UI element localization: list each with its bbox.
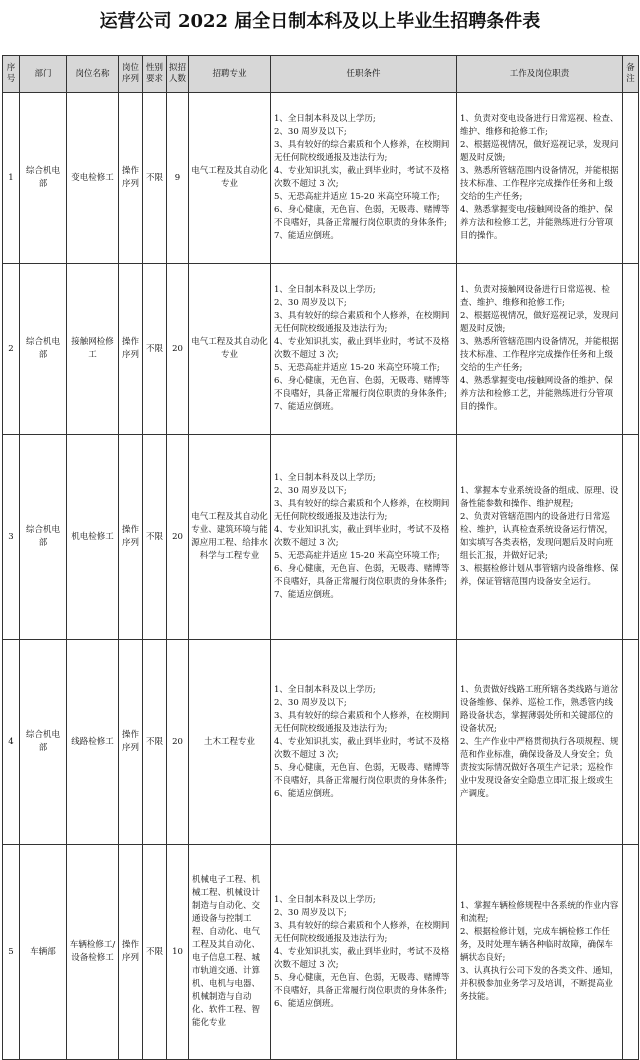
condition-item: 4、专业知识扎实，截止到毕业时，考试不及格次数不超过 3 次; [274, 736, 450, 760]
cell-remark [623, 845, 639, 1060]
cell-remark [623, 435, 639, 640]
condition-item: 6、身心健康，无色盲、色弱，无吸毒、赌博等不良嗜好，具备正常履行岗位职责的身体条件; [274, 376, 450, 399]
cell-conditions [271, 845, 457, 1060]
table-row [3, 845, 639, 1060]
condition-item: 7、能适应倒班。 [274, 402, 339, 412]
condition-item: 6、能适应倒班。 [274, 998, 339, 1009]
cell-remark [623, 640, 639, 845]
cell-sequence: 操作序列 [119, 93, 143, 264]
duty-item: 1、负责对变电设备进行日常巡视、检查、维护、维修和抢修工作; [460, 114, 619, 137]
condition-item: 4、专业知识扎实，截止到毕业时，考试不及格次数不超过 3 次; [274, 337, 450, 360]
cell-position: 接触网检修工 [67, 264, 119, 435]
cell-remark [623, 264, 639, 435]
condition-item: 4、专业知识扎实，截止到毕业时，考试不及格次数不超过 3 次; [274, 946, 450, 970]
duty-item: 4、熟悉掌握变电/接触网设备的维护、保养方法和检修工艺，并能熟练进行分管项目的操作。 [460, 205, 614, 241]
duty-item: 3、熟悉所管辖范围内设备情况，并能根据技术标准、工作程序完成操作任务和上级交给的生产任务; [460, 166, 619, 202]
cell-duties [457, 845, 623, 1060]
cell-dept: 综合机电部 [20, 435, 67, 640]
header-no: 序号 [3, 56, 20, 93]
header-duties: 工作及岗位职责 [457, 56, 623, 93]
cell-count: 10 [167, 845, 189, 1060]
condition-item: 2、30 周岁及以下; [274, 907, 347, 918]
duty-item: 1、掌握本专业系统设备的组成、原理、设备性能参数和操作、维护规程; [460, 486, 619, 509]
condition-item: 6、身心健康，无色盲、色弱，无吸毒、赌博等不良嗜好，具备正常履行岗位职责的身体条件; [274, 564, 450, 587]
cell-count: 20 [167, 264, 189, 435]
header-gender: 性别要求 [143, 56, 167, 93]
condition-item: 1、全日制本科及以上学历; [274, 894, 376, 905]
cell-sequence: 操作序列 [119, 640, 143, 845]
cell-position: 变电检修工 [67, 93, 119, 264]
recruitment-table [2, 55, 639, 1060]
header-count: 拟招人数 [167, 56, 189, 93]
condition-item: 7、能适应倒班。 [274, 231, 339, 241]
cell-remark [623, 93, 639, 264]
cell-sequence: 操作序列 [119, 264, 143, 435]
condition-item: 4、专业知识扎实，截止到毕业时，考试不及格次数不超过 3 次; [274, 166, 450, 189]
header-major: 招聘专业 [189, 56, 271, 93]
condition-item: 1、全日制本科及以上学历; [274, 684, 376, 695]
condition-item: 3、具有较好的综合素质和个人修养，在校期间无任何院校级通报及违法行为; [274, 499, 450, 522]
duty-item: 1、负责做好线路工班所辖各类线路与道岔设备维修、保养、巡检工作，熟悉管内线路设备状态，掌握薄弱处所和关键部位的设备状况; [460, 684, 619, 734]
header-conditions: 任职条件 [271, 56, 457, 93]
condition-item: 2、30 周岁及以下; [274, 127, 347, 137]
duty-item: 3、认真执行公司下发的各类文件、通知，并积极参加业务学习及培训，不断提高业务技能。 [460, 966, 619, 1002]
header-remark: 备注 [623, 56, 639, 93]
duty-item: 3、熟悉所管辖范围内设备情况，并能根据技术标准、工作程序完成操作任务和上级交给的生产任务; [460, 337, 619, 373]
cell-major: 电气工程及其自动化专业 [189, 264, 271, 435]
duty-item: 2、根据巡视情况，做好巡视记录，发现问题及时反馈; [460, 140, 619, 163]
condition-item: 4、专业知识扎实，截止到毕业时，考试不及格次数不超过 3 次; [274, 525, 450, 548]
condition-item: 5、身心健康，无色盲、色弱，无吸毒、赌博等不良嗜好，具备正常履行岗位职责的身体条件; [274, 972, 450, 996]
table-row [3, 93, 639, 264]
cell-major: 机械电子工程、机械工程、机械设计制造与自动化、交通设备与控制工程、自动化、电气工程及其自动化、电子信息工程、城市轨道交通、计算机、电机与电器、机械制造与自动化、软件工程、智能化专业 [189, 845, 271, 1060]
condition-item: 1、全日制本科及以上学历; [274, 285, 376, 295]
cell-count: 9 [167, 93, 189, 264]
condition-item: 5、身心健康，无色盲、色弱，无吸毒、赌博等不良嗜好，具备正常履行岗位职责的身体条件; [274, 762, 450, 786]
condition-item: 6、身心健康，无色盲、色弱，无吸毒、赌博等不良嗜好，具备正常履行岗位职责的身体条件; [274, 205, 450, 228]
cell-sequence: 操作序列 [119, 435, 143, 640]
cell-duties [457, 435, 623, 640]
cell-position: 机电检修工 [67, 435, 119, 640]
cell-duties [457, 93, 623, 264]
duty-item: 2、负责对管辖范围内的设备进行日常巡检、维护，认真检查系统设备运行情况，如实填写各类表格，发现问题后及时向班组长汇报，并做好记录; [460, 512, 614, 561]
cell-no: 1 [3, 93, 20, 264]
cell-count: 20 [167, 640, 189, 845]
cell-count: 20 [167, 435, 189, 640]
header-sequence: 岗位序列 [119, 56, 143, 93]
cell-sequence: 操作序列 [119, 845, 143, 1060]
duty-item: 3、根据检修计划从事管辖内设备维修、保养，保证管辖范围内设备安全运行。 [460, 564, 619, 587]
condition-item: 2、30 周岁及以下; [274, 486, 347, 496]
page-title: 运营公司 2022 届全日制本科及以上毕业生招聘条件表 [99, 11, 541, 32]
cell-dept: 车辆部 [20, 845, 67, 1060]
cell-duties [457, 264, 623, 435]
cell-no: 3 [3, 435, 20, 640]
condition-item: 3、具有较好的综合素质和个人修养，在校期间无任何院校级通报及违法行为; [274, 710, 450, 734]
cell-no: 4 [3, 640, 20, 845]
cell-gender: 不限 [143, 640, 167, 845]
cell-gender: 不限 [143, 845, 167, 1060]
cell-conditions [271, 435, 457, 640]
header-position: 岗位名称 [67, 56, 119, 93]
duty-item: 2、根据巡视情况，做好巡视记录，发现问题及时反馈; [460, 311, 619, 334]
duty-item: 2、根据检修计划，完成车辆检修工作任务，及时处理车辆各种临时故障，确保车辆状态良好; [460, 927, 614, 963]
cell-dept: 综合机电部 [20, 93, 67, 264]
condition-item: 2、30 周岁及以下; [274, 298, 347, 308]
header-row [3, 56, 639, 93]
condition-item: 3、具有较好的综合素质和个人修养，在校期间无任何院校级通报及违法行为; [274, 311, 450, 334]
condition-item: 6、能适应倒班。 [274, 788, 339, 799]
cell-major: 电气工程及其自动化专业、建筑环境与能源应用工程、给排水科学与工程专业 [189, 435, 271, 640]
table-row [3, 435, 639, 640]
condition-item: 5、无恐高症并适应 15-20 米高空环境工作; [274, 551, 440, 561]
cell-conditions [271, 640, 457, 845]
condition-item: 3、具有较好的综合素质和个人修养，在校期间无任何院校级通报及违法行为; [274, 920, 450, 944]
cell-dept: 综合机电部 [20, 264, 67, 435]
table-row [3, 264, 639, 435]
cell-position: 线路检修工 [67, 640, 119, 845]
cell-no: 5 [3, 845, 20, 1060]
cell-major: 电气工程及其自动化专业 [189, 93, 271, 264]
duty-item: 1、掌握车辆检修规程中各系统的作业内容和流程; [460, 901, 619, 924]
duty-item: 1、负责对接触网设备进行日常巡视、检查、维护、维修和抢修工作; [460, 285, 610, 308]
condition-item: 7、能适应倒班。 [274, 590, 339, 600]
cell-position: 车辆检修工/设备检修工 [67, 845, 119, 1060]
cell-dept: 综合机电部 [20, 640, 67, 845]
cell-conditions [271, 93, 457, 264]
duty-item: 2、生产作业中严格贯彻执行各项规程、规范和作业标准，确保设备及人身安全；负责按实际情况做好各项生产记录；巡检作业中发现设备安全隐患立即汇报上级或生产调度。 [460, 736, 619, 799]
cell-gender: 不限 [143, 435, 167, 640]
header-dept: 部门 [20, 56, 67, 93]
condition-item: 5、无恐高症并适应 15-20 米高空环境工作; [274, 192, 440, 202]
cell-no: 2 [3, 264, 20, 435]
cell-gender: 不限 [143, 264, 167, 435]
condition-item: 1、全日制本科及以上学历; [274, 473, 376, 483]
cell-major: 土木工程专业 [189, 640, 271, 845]
condition-item: 1、全日制本科及以上学历; [274, 114, 376, 124]
cell-duties [457, 640, 623, 845]
cell-conditions [271, 264, 457, 435]
table-row [3, 640, 639, 845]
condition-item: 5、无恐高症并适应 15-20 米高空环境工作; [274, 363, 440, 373]
cell-gender: 不限 [143, 93, 167, 264]
duty-item: 4、熟悉掌握变电/接触网设备的维护、保养方法和检修工艺，并能熟练进行分管项目的操作。 [460, 376, 614, 412]
condition-item: 2、30 周岁及以下; [274, 697, 347, 708]
condition-item: 3、具有较好的综合素质和个人修养，在校期间无任何院校级通报及违法行为; [274, 140, 450, 163]
